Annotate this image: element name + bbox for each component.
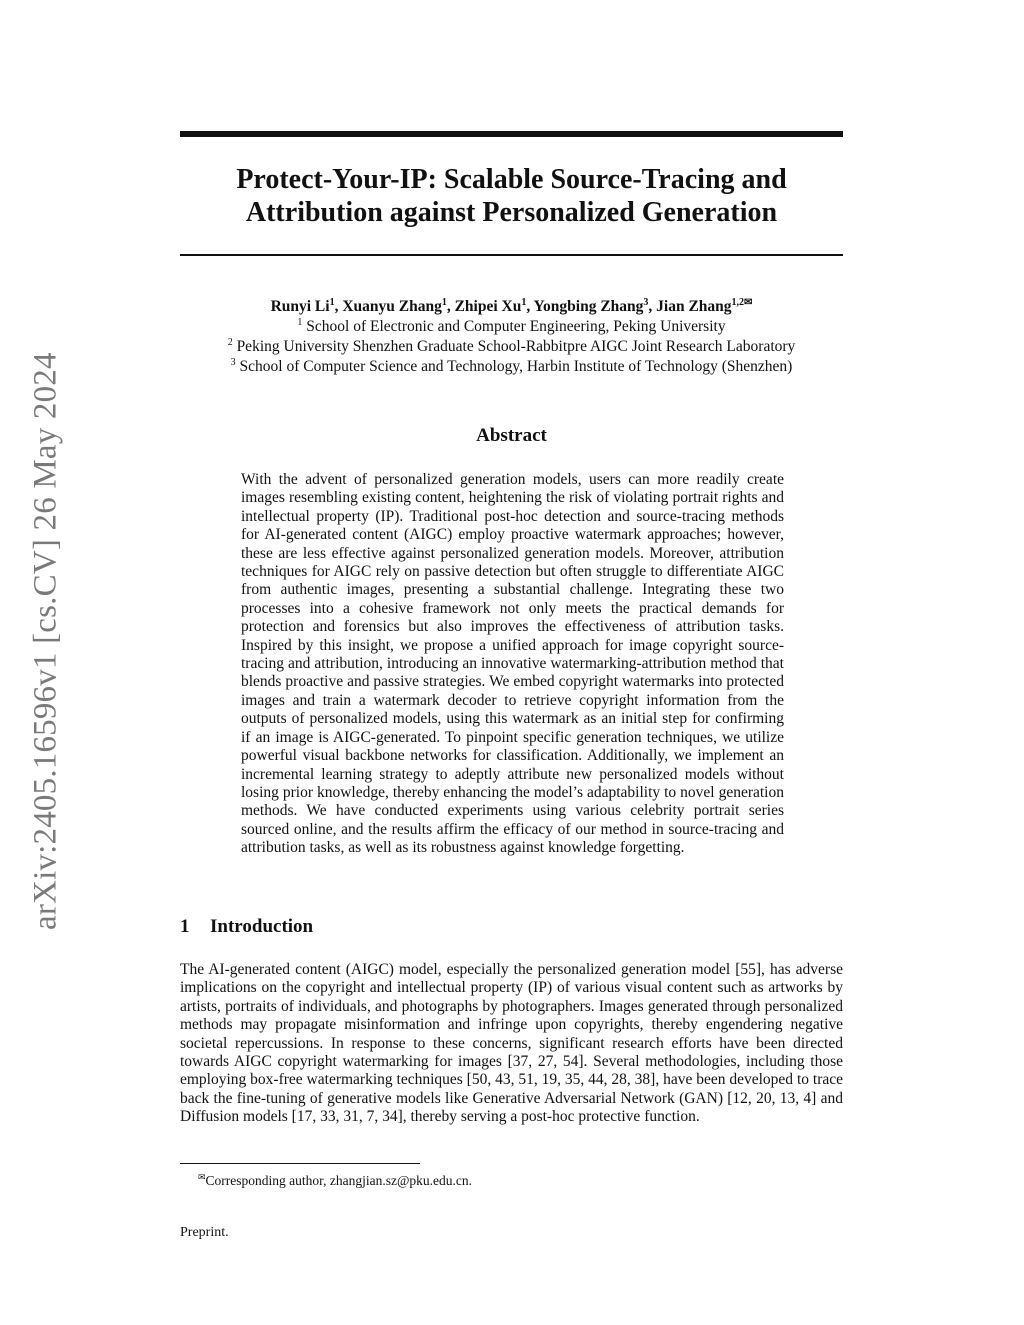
author-list	[180, 297, 843, 317]
footer-label: Preprint.	[180, 1225, 229, 1240]
paper-title	[180, 163, 843, 229]
envelope-icon: ✉	[198, 1172, 206, 1182]
introduction-heading	[180, 916, 313, 938]
title-line-2: Attribution against Personalized Generation	[245, 197, 778, 228]
author: Yongbing Zhang$^3$,	[533, 297, 657, 315]
footnote	[198, 1169, 472, 1189]
abstract-body: With the advent of personalized generation models, users can more readily create images resembling existing content, heightening the risk of violating portrait rights and intellectual property (IP). Traditional post-hoc detection and source-tracing methods for AI-generated content (AIGC) employ proactive watermark approaches; however, these are less effective against personalized generation models. Moreover, attribution techniques for AIGC rely on passive detection but often struggle to differentiate AIGC from authentic images, presenting a substantial challenge. Integrating these two processes into a cohesive framework not only meets the practical demands for protection and forensics but also improves the effectiveness of attribution tasks. Inspired by this insight, we propose a unified approach for image copyright source-tracing and attribution, introducing an innovative watermarking-attribution method that blends proactive and passive strategies. We embed copyright watermarks into protected images and train a watermark decoder to retrieve copyright information from the outputs of personalized models, using this watermark as an initial step for confirming if an image is AIGC-generated. To pinpoint specific generation techniques, we utilize powerful visual backbone networks for classification. Additionally, we implement an incremental learning strategy to adeptly attribute new personalized models without losing prior knowledge, thereby enhancing the model’s adaptability to novel generation methods. We have conducted experiments using various celebrity portrait series sourced online, and the results affirm the efficacy of our method in source-tracing and attribution tasks, as well as its robustness against knowledge forgetting.	[241, 471, 784, 857]
section-title: Introduction	[210, 916, 314, 937]
abstract-heading: Abstract	[476, 425, 547, 446]
title-top-rule	[180, 131, 843, 137]
author: Zhipei Xu$^1$,	[454, 297, 534, 315]
footnote-rule	[180, 1163, 420, 1164]
affiliation: $^1$ School of Electronic and Computer Engineering, Peking University	[297, 317, 726, 335]
section-number: 1	[180, 916, 190, 937]
author: Xuanyu Zhang$^1$,	[342, 297, 455, 315]
author: Runyi Li$^1$,	[270, 297, 343, 315]
affiliation: $^2$ Peking University Shenzhen Graduate School-Rabbitpre AIGC Joint Research Laboratory	[227, 337, 796, 355]
introduction-body: The AI-generated content (AIGC) model, especially the personalized generation model [55], has adverse implications on the copyright and intellectual property (IP) of various visual content such as artworks by artists, portraits of individuals, and photographs by photographers. Images generated through personalized methods may propagate misinformation and infringe upon copyrights, thereby engendering negative societal repercussions. In response to these concerns, significant research efforts have been directed towards AIGC copyright watermarking for images [37, 27, 54]. Several methodologies, including those employing box-free watermarking techniques [50, 43, 51, 19, 35, 44, 28, 38], have been developed to trace back the fine-tuning of generative models like Generative Adversarial Network (GAN) [12, 20, 13, 4] and Diffusion models [17, 33, 31, 7, 34], thereby serving a post-hoc protective function.	[180, 961, 843, 1126]
arxiv-identifier: arXiv:2405.16596v1 [cs.CV] 26 May 2024	[27, 352, 64, 931]
title-bottom-rule	[180, 254, 843, 256]
author-block	[180, 297, 843, 377]
author: Jian Zhang$^{1,2✉}$	[656, 297, 753, 315]
footnote-text: Corresponding author, zhangjian.sz@pku.edu.cn.	[205, 1173, 473, 1188]
affiliation: $^3$ School of Computer Science and Technology, Harbin Institute of Technology (Shenzhen)	[230, 357, 793, 375]
title-line-1: Protect-Your-IP: Scalable Source-Tracing and	[236, 164, 787, 195]
